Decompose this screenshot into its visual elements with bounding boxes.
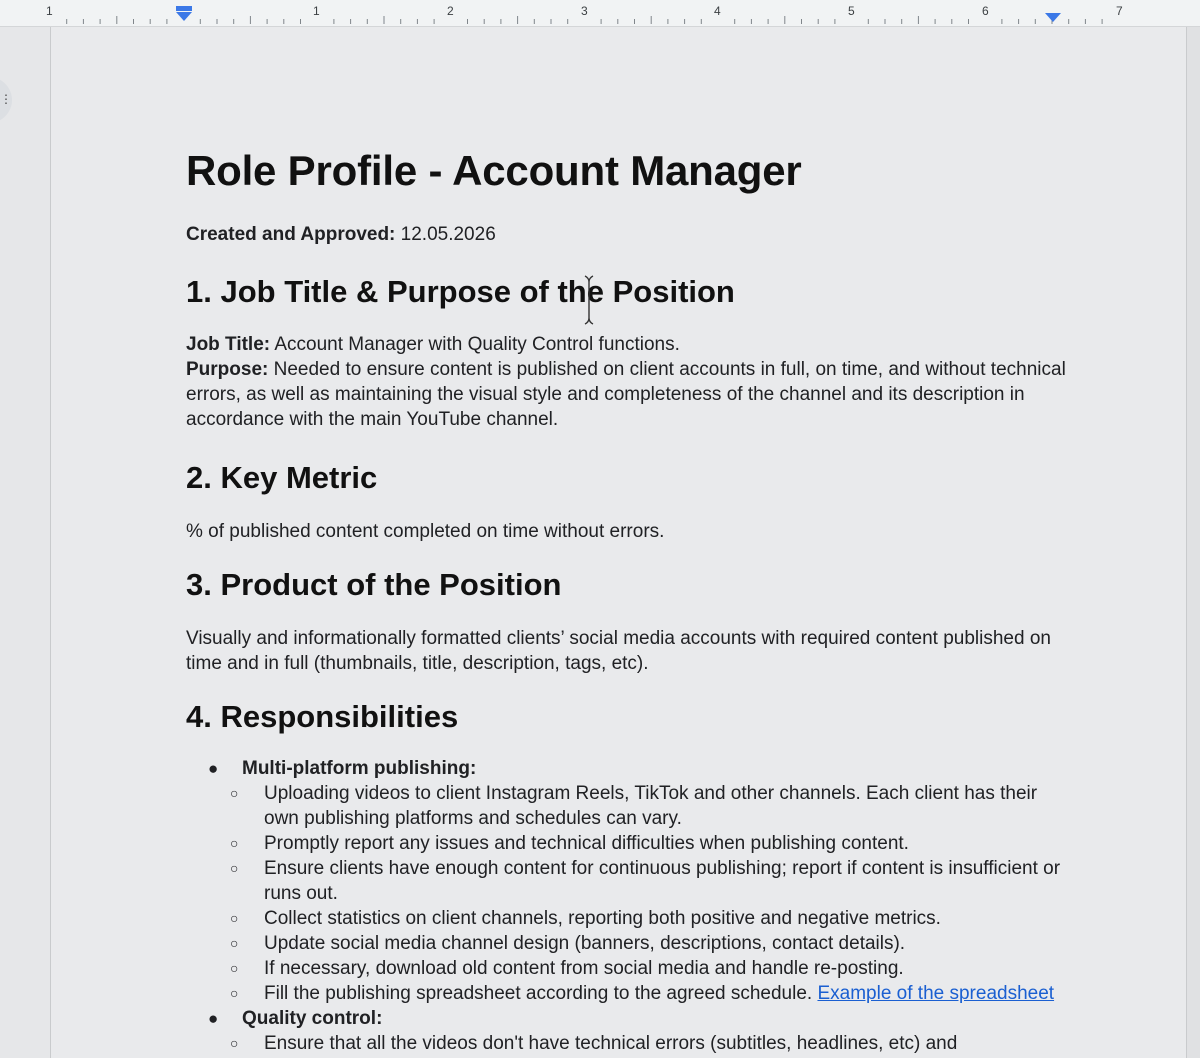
responsibilities-list — [186, 756, 1066, 1056]
section-heading-responsibilities: 4. Responsibilities — [186, 699, 459, 734]
ruler-number: 7 — [1116, 4, 1123, 18]
left-margin-area — [0, 27, 50, 1058]
ruler-number: 5 — [848, 4, 855, 18]
horizontal-ruler[interactable] — [0, 0, 1200, 27]
scrollbar-track[interactable] — [1187, 27, 1200, 1058]
ruler-number: 1 — [313, 4, 320, 18]
list-item — [186, 981, 1066, 1006]
list-item — [186, 956, 1066, 981]
purpose-value: Needed to ensure content is published on client accounts in full, on time, and without technical errors, as well as maintaining the visual style and completeness of the channel and its description in accordance with the main YouTube channel. — [186, 359, 1066, 430]
group-label: Quality control: — [242, 1008, 383, 1029]
list-item-text: Promptly report any issues and technical difficulties when publishing content. — [264, 833, 909, 854]
document-title: Role Profile - Account Manager — [186, 147, 802, 194]
list-item — [186, 831, 1066, 856]
key-metric-text: % of published content completed on time without errors. — [186, 521, 665, 542]
document-body[interactable] — [186, 145, 1066, 1056]
left-indent-marker[interactable] — [176, 6, 192, 21]
hollow-bullet-icon: ○ — [230, 860, 239, 876]
list-item — [186, 931, 1066, 956]
ruler-number: 2 — [447, 4, 454, 18]
list-item-text: Ensure clients have enough content for continuous publishing; report if content is insufficient or runs out. — [264, 858, 1061, 904]
list-item-text: Ensure that all the videos don't have technical errors (subtitles, headlines, etc) and — [264, 1033, 958, 1054]
hollow-bullet-icon: ○ — [230, 985, 239, 1001]
group-label: Multi-platform publishing: — [242, 758, 477, 779]
list-item — [186, 1031, 1066, 1056]
list-item — [186, 906, 1066, 931]
created-approved-line — [186, 223, 1066, 247]
spreadsheet-example-link[interactable]: Example of the spreadsheet — [817, 983, 1055, 1004]
ruler-number: 1 — [46, 4, 53, 18]
right-indent-marker[interactable] — [1045, 13, 1061, 22]
text-cursor-icon — [582, 274, 596, 326]
ruler-number: 3 — [581, 4, 588, 18]
list-item-text: Collect statistics on client channels, reporting both positive and negative metrics. — [264, 908, 941, 929]
hollow-bullet-icon: ○ — [230, 935, 239, 951]
ruler-svg — [0, 0, 1200, 26]
list-item — [186, 856, 1066, 906]
job-title-line — [186, 332, 1066, 357]
outline-menu-icon[interactable]: ⋮ — [0, 77, 12, 123]
document-page[interactable] — [50, 27, 1187, 1058]
section-heading-product: 3. Product of the Position — [186, 567, 562, 602]
list-item-text: Uploading videos to client Instagram Reels, TikTok and other channels. Each client has their own publishing platforms and schedules can vary. — [264, 783, 1038, 829]
hollow-bullet-icon: ○ — [230, 1035, 239, 1051]
hollow-bullet-icon: ○ — [230, 785, 239, 801]
list-item — [186, 756, 1066, 1006]
sub-list — [186, 781, 1066, 1006]
list-item — [186, 1006, 1066, 1056]
purpose-paragraph — [186, 357, 1066, 432]
list-item — [186, 781, 1066, 831]
section-heading-key-metric: 2. Key Metric — [186, 460, 378, 495]
job-title-label: Job Title: — [186, 334, 271, 355]
list-item-text: Fill the publishing spreadsheet according to the agreed schedule. — [264, 983, 818, 1004]
purpose-label: Purpose: — [186, 359, 269, 380]
hollow-bullet-icon: ○ — [230, 835, 239, 851]
section-heading-job-title: 1. Job Title & Purpose of the Position — [186, 274, 735, 309]
ruler-number: 6 — [982, 4, 989, 18]
bullet-icon: ● — [208, 759, 219, 778]
bullet-icon: ● — [208, 1009, 219, 1028]
hollow-bullet-icon: ○ — [230, 960, 239, 976]
job-title-value: Account Manager with Quality Control functions. — [270, 334, 680, 355]
hollow-bullet-icon: ○ — [230, 910, 239, 926]
list-item-text: Update social media channel design (banners, descriptions, contact details). — [264, 933, 906, 954]
sub-list — [186, 1031, 1066, 1056]
created-approved-date: 12.05.2026 — [395, 224, 496, 245]
ruler-number: 4 — [714, 4, 721, 18]
product-text: Visually and informationally formatted clients’ social media accounts with required content published on time and in full (thumbnails, title, description, tags, etc). — [186, 628, 1051, 674]
list-item-text: If necessary, download old content from social media and handle re-posting. — [264, 958, 904, 979]
created-approved-label: Created and Approved: — [186, 224, 396, 245]
